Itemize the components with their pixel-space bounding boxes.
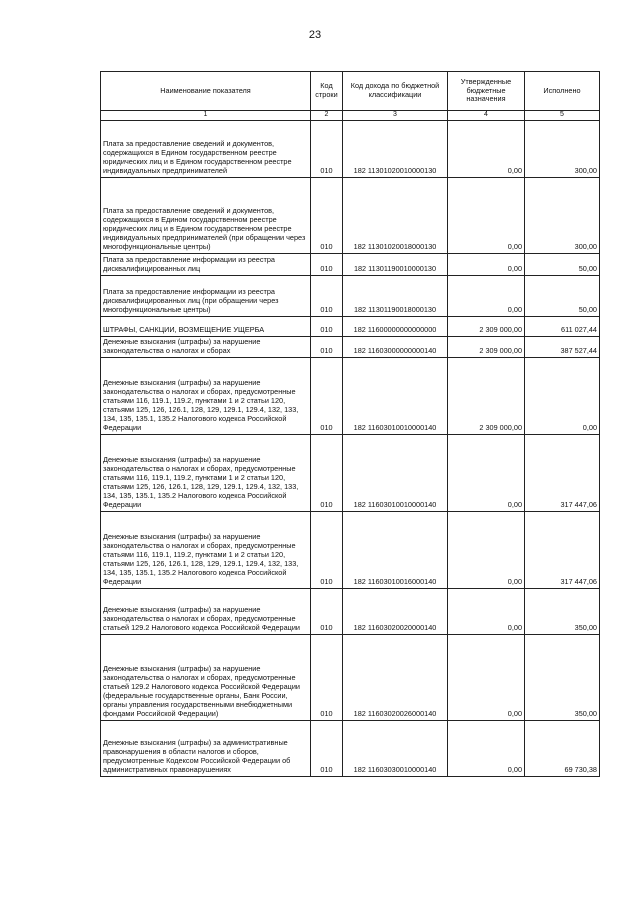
indicator-name: Плата за предоставление сведений и документов, содержащихся в Едином государственном реестре юридических лиц и в Едином государственном реестре индивидуальных предпринимателей (при обращении через многофункциональные центры) [101, 177, 311, 253]
column-index: 1 [101, 111, 311, 121]
table-row [101, 177, 600, 253]
column-index: 3 [343, 111, 448, 121]
indicator-name: Денежные взыскания (штрафы) за нарушение законодательства о налогах и сборах, предусмотренные статьей 129.2 Налогового кодекса Российской Федерации [101, 588, 311, 634]
revenue-code: 182 11600000000000000 [343, 316, 448, 336]
approved-amount: 0,00 [448, 177, 525, 253]
approved-amount: 0,00 [448, 511, 525, 588]
line-code: 010 [311, 275, 343, 316]
line-code: 010 [311, 336, 343, 357]
approved-amount: 0,00 [448, 275, 525, 316]
column-index-row [101, 111, 600, 121]
revenue-code: 182 11301020018000130 [343, 177, 448, 253]
table-row [101, 434, 600, 511]
table-row [101, 634, 600, 720]
indicator-name: Денежные взыскания (штрафы) за нарушение законодательства о налогах и сборах [101, 336, 311, 357]
page-number: 23 [308, 29, 322, 41]
executed-amount: 350,00 [525, 588, 600, 634]
line-code: 010 [311, 357, 343, 434]
table-row [101, 588, 600, 634]
approved-amount: 0,00 [448, 720, 525, 776]
column-index: 2 [311, 111, 343, 121]
table-row [101, 720, 600, 776]
header-row [101, 72, 600, 111]
executed-amount: 50,00 [525, 275, 600, 316]
column-index: 5 [525, 111, 600, 121]
indicator-name: Денежные взыскания (штрафы) за нарушение законодательства о налогах и сборах, предусмотренные статьями 116, 119.1, 119.2, пунктами 1 и 2 статьи 120, статьями 125, 126, 126.1, 128, 129, 129.1, 129.4, 132, 133, 134, 135, 135.1, 135.2 Налогового кодекса Российской Федерации [101, 511, 311, 588]
line-code: 010 [311, 434, 343, 511]
executed-amount: 300,00 [525, 177, 600, 253]
budget-revenue-table [100, 71, 600, 777]
header-indicator-name: Наименование показателя [101, 72, 311, 111]
line-code: 010 [311, 634, 343, 720]
approved-amount: 2 309 000,00 [448, 357, 525, 434]
revenue-code: 182 11603000000000140 [343, 336, 448, 357]
indicator-name: Плата за предоставление сведений и документов, содержащихся в Едином государственном реестре юридических лиц и в Едином государственном реестре индивидуальных предпринимателей [101, 120, 311, 177]
header-line-code: Код строки [311, 72, 343, 111]
indicator-name: Денежные взыскания (штрафы) за административные правонарушения в области налогов и сборов, предусмотренные Кодексом Российской Федерации об административных правонарушениях [101, 720, 311, 776]
revenue-code: 182 11603020020000140 [343, 588, 448, 634]
revenue-code: 182 11603020026000140 [343, 634, 448, 720]
executed-amount: 317 447,06 [525, 434, 600, 511]
indicator-name: Денежные взыскания (штрафы) за нарушение законодательства о налогах и сборах, предусмотренные статьями 116, 119.1, 119.2, пунктами 1 и 2 статьи 120, статьями 125, 126, 126.1, 128, 129, 129.1, 129.4, 132, 133, 134, 135, 135.1, 135.2 Налогового кодекса Российской Федерации [101, 434, 311, 511]
approved-amount: 0,00 [448, 120, 525, 177]
revenue-code: 182 11301020010000130 [343, 120, 448, 177]
table-row [101, 275, 600, 316]
executed-amount: 387 527,44 [525, 336, 600, 357]
approved-amount: 0,00 [448, 434, 525, 511]
indicator-name: Плата за предоставление информации из реестра дисквалифицированных лиц (при обращении через многофункциональные центры) [101, 275, 311, 316]
table-row [101, 357, 600, 434]
revenue-code: 182 11301190018000130 [343, 275, 448, 316]
indicator-name: Плата за предоставление информации из реестра дисквалифицированных лиц [101, 253, 311, 275]
executed-amount: 611 027,44 [525, 316, 600, 336]
executed-amount: 69 730,38 [525, 720, 600, 776]
revenue-code: 182 11301190010000130 [343, 253, 448, 275]
header-revenue-code: Код дохода по бюджетной классификации [343, 72, 448, 111]
indicator-name: Денежные взыскания (штрафы) за нарушение законодательства о налогах и сборах, предусмотренные статьями 116, 119.1, 119.2, пунктами 1 и 2 статьи 120, статьями 125, 126, 126.1, 128, 129, 129.1, 129.4, 132, 133, 134, 135, 135.1, 135.2 Налогового кодекса Российской Федерации [101, 357, 311, 434]
header-executed: Исполнено [525, 72, 600, 111]
approved-amount: 0,00 [448, 588, 525, 634]
table-row [101, 120, 600, 177]
executed-amount: 350,00 [525, 634, 600, 720]
executed-amount: 317 447,06 [525, 511, 600, 588]
line-code: 010 [311, 120, 343, 177]
column-index: 4 [448, 111, 525, 121]
indicator-name: ШТРАФЫ, САНКЦИИ, ВОЗМЕЩЕНИЕ УЩЕРБА [101, 316, 311, 336]
table-row [101, 511, 600, 588]
table-row [101, 336, 600, 357]
line-code: 010 [311, 253, 343, 275]
revenue-code: 182 11603010016000140 [343, 511, 448, 588]
revenue-code: 182 11603010010000140 [343, 434, 448, 511]
line-code: 010 [311, 511, 343, 588]
revenue-code: 182 11603010010000140 [343, 357, 448, 434]
table-row [101, 316, 600, 336]
executed-amount: 300,00 [525, 120, 600, 177]
executed-amount: 0,00 [525, 357, 600, 434]
executed-amount: 50,00 [525, 253, 600, 275]
approved-amount: 2 309 000,00 [448, 316, 525, 336]
header-approved-budget: Утвержденные бюджетные назначения [448, 72, 525, 111]
approved-amount: 0,00 [448, 634, 525, 720]
approved-amount: 0,00 [448, 253, 525, 275]
table-row [101, 253, 600, 275]
line-code: 010 [311, 588, 343, 634]
line-code: 010 [311, 177, 343, 253]
revenue-code: 182 11603030010000140 [343, 720, 448, 776]
approved-amount: 2 309 000,00 [448, 336, 525, 357]
line-code: 010 [311, 316, 343, 336]
line-code: 010 [311, 720, 343, 776]
indicator-name: Денежные взыскания (штрафы) за нарушение законодательства о налогах и сборах, предусмотренные статьей 129.2 Налогового кодекса Российской Федерации (федеральные государственные органы, Банк России, органы управления государственными внебюджетными фондами Российской Федерации) [101, 634, 311, 720]
